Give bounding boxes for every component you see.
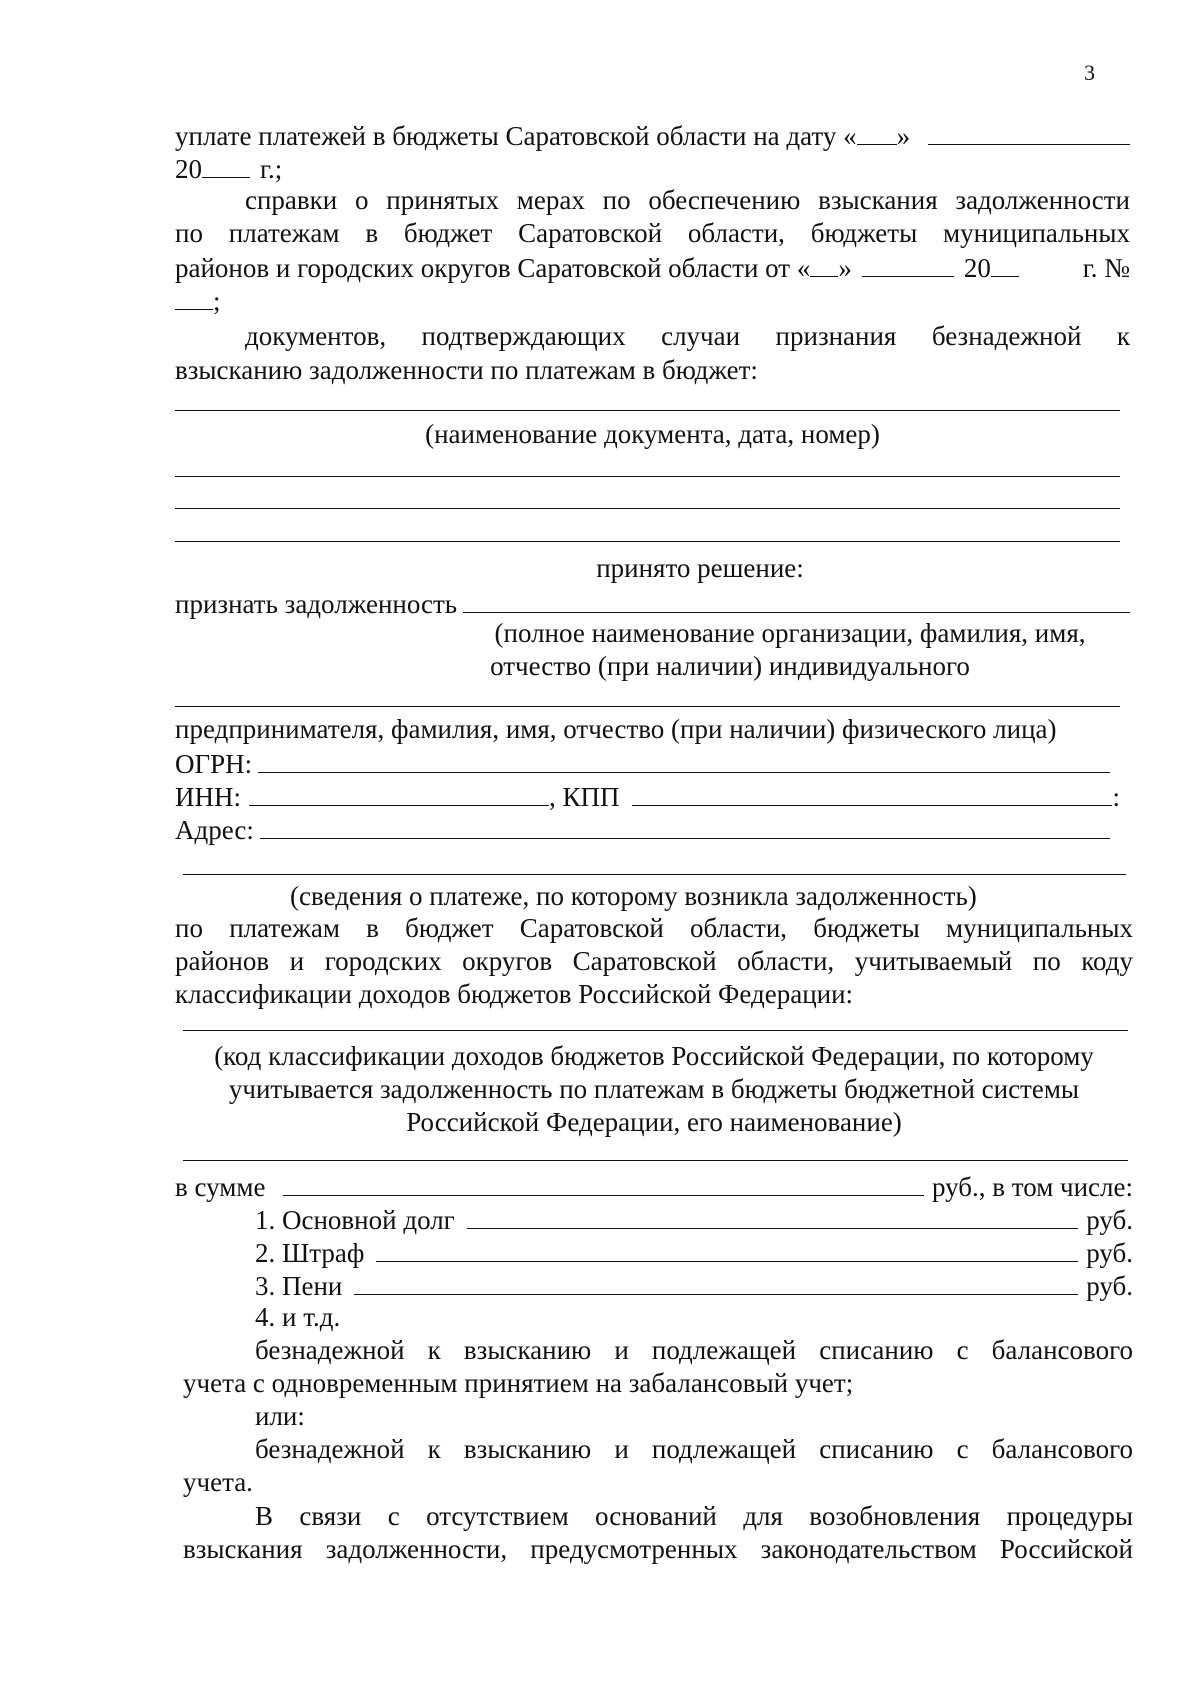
sum-label: в сумме	[175, 1172, 266, 1202]
item-principal-label: 1. Основной долг	[255, 1205, 455, 1235]
code-caption-line-3: Российской Федерации, его наименование)	[406, 1107, 902, 1137]
spravki-month-blank	[862, 250, 954, 277]
spravki-line-3-text: районов и городских округов Саратовской области от «	[175, 253, 811, 283]
org-caption-line-3: предпринимателя, фамилия, имя, отчество (при наличии) физического лица)	[175, 714, 1057, 744]
or-text: или:	[255, 1401, 305, 1431]
spravki-number-blank	[175, 283, 213, 310]
day-blank	[857, 118, 897, 145]
address-label: Адрес:	[175, 815, 254, 845]
hopeless-1-line-1: безнадежной к взысканию и подлежащей списанию с балансового	[255, 1335, 1133, 1365]
item-fine	[255, 1235, 1133, 1270]
day-close-quote: »	[896, 121, 911, 151]
item-penalty	[255, 1268, 1133, 1303]
document-blank-line-1	[175, 410, 1120, 411]
address-line	[175, 812, 1110, 847]
sum-line	[175, 1169, 1133, 1204]
item-penalty-unit: руб.	[1086, 1271, 1133, 1301]
documents-line-1: документов, подтверждающих случаи признания безнадежной к	[245, 321, 1130, 351]
year-prefix: 20	[175, 154, 202, 184]
kpp-blank	[632, 779, 1113, 806]
payment-blank-line	[183, 874, 1126, 875]
item-principal-blank	[467, 1202, 1078, 1229]
org-caption-line-1: (полное наименование организации, фамилия, имя,	[494, 618, 1086, 648]
spravki-line-2: по платежам в бюджет Саратовской области, бюджеты муниципальных	[175, 218, 1130, 248]
item-fine-blank	[376, 1235, 1078, 1262]
payment-caption: (сведения о платеже, по которому возникла задолженность)	[290, 881, 977, 911]
inn-label: ИНН:	[175, 782, 241, 812]
budget-line-2: районов и городских округов Саратовской области, учитываемый по коду	[175, 946, 1133, 976]
sum-blank	[283, 1169, 924, 1196]
kpp-end: :	[1112, 782, 1120, 812]
hopeless-2-line-2: учета.	[183, 1467, 253, 1497]
year-line	[175, 151, 1130, 186]
report-date-text: уплате платежей в бюджеты Саратовской области на дату «	[175, 121, 857, 151]
item-fine-label: 2. Штраф	[255, 1238, 365, 1268]
spravki-line-1: справки о принятых мерах по обеспечению взыскания задолженности	[245, 185, 1130, 215]
spravki-year-prefix: 20	[963, 253, 991, 283]
ogrn-blank	[258, 746, 1110, 773]
item-fine-unit: руб.	[1086, 1238, 1133, 1268]
document-blank-line-3	[175, 508, 1120, 509]
item-principal	[255, 1202, 1133, 1237]
report-date-line	[175, 118, 1130, 153]
final-line-1: В связи с отсутствием оснований для возобновления процедуры	[255, 1501, 1133, 1531]
item-etc: 4. и т.д.	[255, 1302, 341, 1332]
item-principal-unit: руб.	[1086, 1205, 1133, 1235]
spravki-line-3	[175, 250, 1130, 285]
spravki-year-blank	[991, 250, 1019, 277]
budget-line-1: по платежам в бюджет Саратовской области, бюджеты муниципальных	[175, 913, 1133, 943]
kpp-label: , КПП	[549, 782, 620, 812]
code-caption-line-1: (код классификации доходов бюджетов Российской Федерации, по которому	[214, 1041, 1094, 1071]
address-blank	[260, 812, 1110, 839]
code-blank-line	[183, 1030, 1128, 1031]
year-suffix: г.;	[260, 154, 283, 184]
code-caption-line-2: учитывается задолженность по платежам в бюджеты бюджетной системы	[228, 1074, 1080, 1104]
debtor-blank	[463, 586, 1130, 613]
document-blank-line-4	[175, 541, 1120, 542]
page-number: 3	[1084, 60, 1095, 85]
document-caption: (наименование документа, дата, номер)	[425, 419, 880, 449]
inn-kpp-line	[175, 779, 1120, 814]
budget-line-3: классификации доходов бюджетов Российской Федерации:	[175, 979, 854, 1009]
decision-title: принято решение:	[596, 553, 804, 583]
spravki-number-label: г. №	[1082, 253, 1130, 283]
hopeless-1-line-2: учета с одновременным принятием на забалансовый учет;	[183, 1368, 854, 1398]
documents-line-2: взысканию задолженности по платежам в бюджет:	[175, 355, 758, 385]
spravki-line-4	[175, 283, 1130, 318]
item-penalty-blank	[354, 1268, 1078, 1295]
recognize-label: признать задолженность	[175, 589, 458, 619]
sum-suffix: руб., в том числе:	[931, 1172, 1133, 1202]
spravki-semicolon: ;	[213, 286, 221, 316]
final-line-2: взыскания задолженности, предусмотренных законодательством Российской	[183, 1534, 1133, 1564]
spravki-close-quote: »	[838, 253, 852, 283]
org-caption-line-2: отчество (при наличии) индивидуального	[490, 651, 970, 681]
month-blank	[928, 118, 1130, 145]
spravki-day-blank	[810, 250, 838, 277]
code-name-blank-line	[183, 1160, 1128, 1161]
inn-blank	[249, 779, 549, 806]
document-blank-line-2	[175, 476, 1120, 477]
ogrn-label: ОГРН:	[175, 749, 253, 779]
recognize-line	[175, 586, 1130, 621]
hopeless-2-line-1: безнадежной к взысканию и подлежащей списанию с балансового	[255, 1434, 1133, 1464]
ogrn-line	[175, 746, 1110, 781]
item-penalty-label: 3. Пени	[255, 1271, 343, 1301]
year-blank	[202, 151, 250, 178]
debtor-blank-line-2	[175, 706, 1120, 707]
